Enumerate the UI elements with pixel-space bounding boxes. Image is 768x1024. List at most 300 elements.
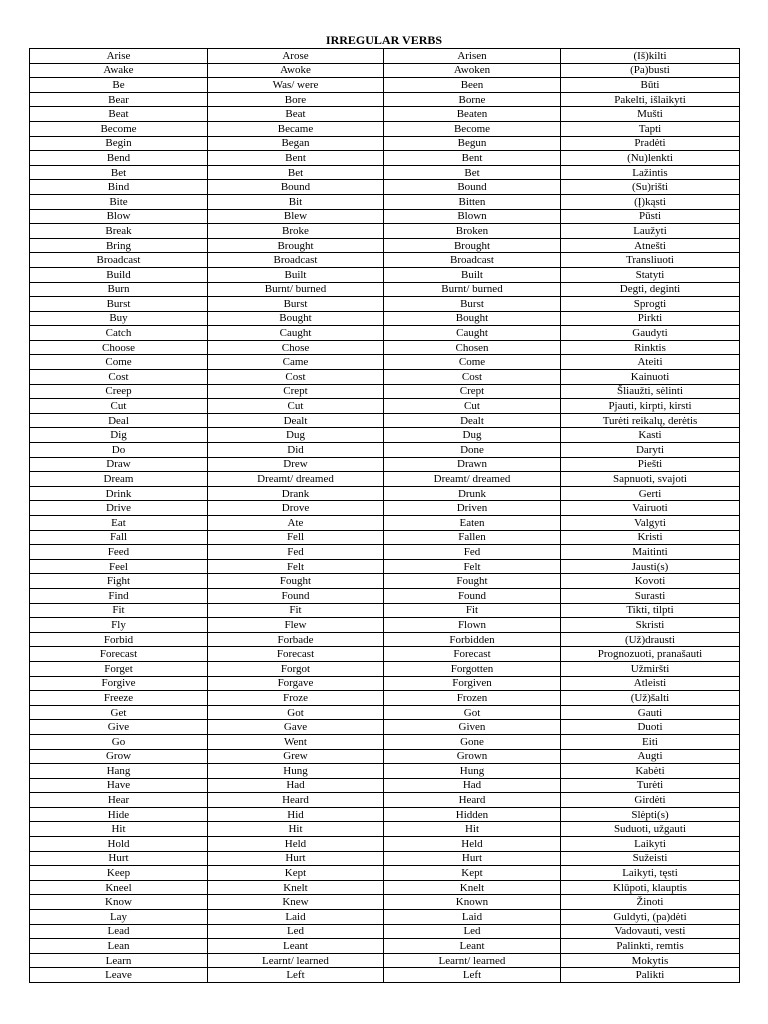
table-row	[30, 311, 740, 326]
translation-cell: Mokytis	[561, 953, 740, 968]
base-form-cell: Burn	[30, 282, 208, 297]
table-row	[30, 326, 740, 341]
translation-cell: Kristi	[561, 530, 740, 545]
translation-cell: Transliuoti	[561, 253, 740, 268]
translation-cell: Tikti, tilpti	[561, 603, 740, 618]
translation-cell: Degti, deginti	[561, 282, 740, 297]
past-simple-cell: Bent	[208, 151, 384, 166]
past-simple-cell: Dug	[208, 428, 384, 443]
base-form-cell: Begin	[30, 136, 208, 151]
past-simple-cell: Brought	[208, 238, 384, 253]
past-simple-cell: Found	[208, 588, 384, 603]
table-row	[30, 734, 740, 749]
base-form-cell: Cut	[30, 399, 208, 414]
table-row	[30, 691, 740, 706]
translation-cell: Palikti	[561, 968, 740, 983]
past-participle-cell: Done	[384, 443, 561, 458]
past-participle-cell: Bitten	[384, 194, 561, 209]
past-simple-cell: Came	[208, 355, 384, 370]
past-simple-cell: Cut	[208, 399, 384, 414]
translation-cell: Atleisti	[561, 676, 740, 691]
past-participle-cell: Caught	[384, 326, 561, 341]
past-participle-cell: Bought	[384, 311, 561, 326]
past-simple-cell: Bit	[208, 194, 384, 209]
past-participle-cell: Felt	[384, 559, 561, 574]
base-form-cell: Fit	[30, 603, 208, 618]
translation-cell: Kabėti	[561, 764, 740, 779]
past-participle-cell: Got	[384, 705, 561, 720]
table-row	[30, 63, 740, 78]
base-form-cell: Dream	[30, 472, 208, 487]
table-row	[30, 705, 740, 720]
base-form-cell: Choose	[30, 340, 208, 355]
past-simple-cell: Cost	[208, 370, 384, 385]
past-simple-cell: Broadcast	[208, 253, 384, 268]
past-simple-cell: Forgave	[208, 676, 384, 691]
past-participle-cell: Broadcast	[384, 253, 561, 268]
base-form-cell: Lead	[30, 924, 208, 939]
past-simple-cell: Hid	[208, 807, 384, 822]
past-participle-cell: Broken	[384, 224, 561, 239]
past-simple-cell: Dreamt/ dreamed	[208, 472, 384, 487]
table-row	[30, 822, 740, 837]
base-form-cell: Beat	[30, 107, 208, 122]
past-participle-cell: Crept	[384, 384, 561, 399]
translation-cell: Sprogti	[561, 297, 740, 312]
past-participle-cell: Flown	[384, 618, 561, 633]
past-simple-cell: Knew	[208, 895, 384, 910]
base-form-cell: Forbid	[30, 632, 208, 647]
past-simple-cell: Froze	[208, 691, 384, 706]
translation-cell: Piešti	[561, 457, 740, 472]
past-participle-cell: Known	[384, 895, 561, 910]
past-participle-cell: Kept	[384, 866, 561, 881]
past-participle-cell: Frozen	[384, 691, 561, 706]
base-form-cell: Catch	[30, 326, 208, 341]
past-simple-cell: Bore	[208, 92, 384, 107]
table-row	[30, 267, 740, 282]
past-participle-cell: Led	[384, 924, 561, 939]
past-simple-cell: Burst	[208, 297, 384, 312]
past-participle-cell: Fought	[384, 574, 561, 589]
past-participle-cell: Given	[384, 720, 561, 735]
past-simple-cell: Forbade	[208, 632, 384, 647]
table-row	[30, 647, 740, 662]
past-simple-cell: Kept	[208, 866, 384, 881]
past-participle-cell: Bent	[384, 151, 561, 166]
table-row	[30, 121, 740, 136]
past-participle-cell: Forgiven	[384, 676, 561, 691]
past-simple-cell: Felt	[208, 559, 384, 574]
translation-cell: Palinkti, remtis	[561, 939, 740, 954]
table-row	[30, 574, 740, 589]
past-participle-cell: Cost	[384, 370, 561, 385]
base-form-cell: Forgive	[30, 676, 208, 691]
translation-cell: Lažintis	[561, 165, 740, 180]
base-form-cell: Leave	[30, 968, 208, 983]
translation-cell: (Su)rišti	[561, 180, 740, 195]
base-form-cell: Hit	[30, 822, 208, 837]
table-row	[30, 282, 740, 297]
past-simple-cell: Fit	[208, 603, 384, 618]
past-participle-cell: Been	[384, 78, 561, 93]
past-simple-cell: Heard	[208, 793, 384, 808]
table-row	[30, 136, 740, 151]
table-row	[30, 501, 740, 516]
translation-cell: Pradėti	[561, 136, 740, 151]
translation-cell: Pjauti, kirpti, kirsti	[561, 399, 740, 414]
past-participle-cell: Arisen	[384, 49, 561, 64]
past-simple-cell: Forecast	[208, 647, 384, 662]
page-title: IRREGULAR VERBS	[325, 33, 443, 47]
base-form-cell: Fight	[30, 574, 208, 589]
past-simple-cell: Fell	[208, 530, 384, 545]
table-row	[30, 194, 740, 209]
past-participle-cell: Driven	[384, 501, 561, 516]
translation-cell: Statyti	[561, 267, 740, 282]
translation-cell: (Už)šalti	[561, 691, 740, 706]
past-simple-cell: Became	[208, 121, 384, 136]
table-row	[30, 370, 740, 385]
past-participle-cell: Brought	[384, 238, 561, 253]
translation-cell: (Iš)kilti	[561, 49, 740, 64]
base-form-cell: Deal	[30, 413, 208, 428]
past-participle-cell: Eaten	[384, 516, 561, 531]
base-form-cell: Bring	[30, 238, 208, 253]
table-row	[30, 618, 740, 633]
table-row	[30, 92, 740, 107]
translation-cell: (Nu)lenkti	[561, 151, 740, 166]
table-row	[30, 807, 740, 822]
past-simple-cell: Drank	[208, 486, 384, 501]
past-simple-cell: Went	[208, 734, 384, 749]
base-form-cell: Hear	[30, 793, 208, 808]
past-participle-cell: Left	[384, 968, 561, 983]
past-participle-cell: Forecast	[384, 647, 561, 662]
translation-cell: Guldyti, (pa)dėti	[561, 910, 740, 925]
base-form-cell: Fly	[30, 618, 208, 633]
past-participle-cell: Bet	[384, 165, 561, 180]
table-row	[30, 545, 740, 560]
translation-cell: Daryti	[561, 443, 740, 458]
past-participle-cell: Come	[384, 355, 561, 370]
base-form-cell: Drive	[30, 501, 208, 516]
base-form-cell: Awake	[30, 63, 208, 78]
past-participle-cell: Fallen	[384, 530, 561, 545]
table-row	[30, 238, 740, 253]
base-form-cell: Fall	[30, 530, 208, 545]
past-participle-cell: Fed	[384, 545, 561, 560]
past-simple-cell: Grew	[208, 749, 384, 764]
table-row	[30, 107, 740, 122]
base-form-cell: Bend	[30, 151, 208, 166]
past-participle-cell: Blown	[384, 209, 561, 224]
past-participle-cell: Held	[384, 837, 561, 852]
past-participle-cell: Hidden	[384, 807, 561, 822]
table-row	[30, 720, 740, 735]
translation-cell: Mušti	[561, 107, 740, 122]
translation-cell: Pirkti	[561, 311, 740, 326]
translation-cell: Sapnuoti, svajoti	[561, 472, 740, 487]
past-participle-cell: Hung	[384, 764, 561, 779]
base-form-cell: Give	[30, 720, 208, 735]
base-form-cell: Know	[30, 895, 208, 910]
past-participle-cell: Dreamt/ dreamed	[384, 472, 561, 487]
table-row	[30, 355, 740, 370]
past-participle-cell: Gone	[384, 734, 561, 749]
table-row	[30, 209, 740, 224]
base-form-cell: Get	[30, 705, 208, 720]
past-simple-cell: Bound	[208, 180, 384, 195]
base-form-cell: Hide	[30, 807, 208, 822]
base-form-cell: Bear	[30, 92, 208, 107]
base-form-cell: Burst	[30, 297, 208, 312]
past-simple-cell: Fed	[208, 545, 384, 560]
translation-cell: Augti	[561, 749, 740, 764]
base-form-cell: Bet	[30, 165, 208, 180]
table-row	[30, 939, 740, 954]
base-form-cell: Learn	[30, 953, 208, 968]
base-form-cell: Feed	[30, 545, 208, 560]
base-form-cell: Build	[30, 267, 208, 282]
past-participle-cell: Forbidden	[384, 632, 561, 647]
table-row	[30, 910, 740, 925]
base-form-cell: Buy	[30, 311, 208, 326]
base-form-cell: Do	[30, 443, 208, 458]
table-row	[30, 603, 740, 618]
base-form-cell: Hang	[30, 764, 208, 779]
past-participle-cell: Burst	[384, 297, 561, 312]
past-participle-cell: Found	[384, 588, 561, 603]
past-simple-cell: Dealt	[208, 413, 384, 428]
base-form-cell: Break	[30, 224, 208, 239]
translation-cell: Tapti	[561, 121, 740, 136]
base-form-cell: Dig	[30, 428, 208, 443]
past-simple-cell: Had	[208, 778, 384, 793]
base-form-cell: Feel	[30, 559, 208, 574]
past-participle-cell: Become	[384, 121, 561, 136]
past-simple-cell: Gave	[208, 720, 384, 735]
translation-cell: Surasti	[561, 588, 740, 603]
past-simple-cell: Learnt/ learned	[208, 953, 384, 968]
translation-cell: Prognozuoti, pranašauti	[561, 647, 740, 662]
past-simple-cell: Built	[208, 267, 384, 282]
translation-cell: Pūsti	[561, 209, 740, 224]
table-row	[30, 428, 740, 443]
past-participle-cell: Awoken	[384, 63, 561, 78]
translation-cell: Maitinti	[561, 545, 740, 560]
past-simple-cell: Bought	[208, 311, 384, 326]
translation-cell: Suduoti, užgauti	[561, 822, 740, 837]
base-form-cell: Lay	[30, 910, 208, 925]
past-simple-cell: Awoke	[208, 63, 384, 78]
base-form-cell: Become	[30, 121, 208, 136]
base-form-cell: Creep	[30, 384, 208, 399]
table-row	[30, 837, 740, 852]
past-simple-cell: Fought	[208, 574, 384, 589]
translation-cell: Laužyti	[561, 224, 740, 239]
translation-cell: Kainuoti	[561, 370, 740, 385]
base-form-cell: Bite	[30, 194, 208, 209]
table-row	[30, 851, 740, 866]
translation-cell: (Pa)busti	[561, 63, 740, 78]
base-form-cell: Draw	[30, 457, 208, 472]
past-participle-cell: Knelt	[384, 880, 561, 895]
table-row	[30, 895, 740, 910]
past-participle-cell: Dealt	[384, 413, 561, 428]
past-simple-cell: Knelt	[208, 880, 384, 895]
translation-cell: Slėpti(s)	[561, 807, 740, 822]
table-row	[30, 443, 740, 458]
translation-cell: (Į)kąsti	[561, 194, 740, 209]
base-form-cell: Forecast	[30, 647, 208, 662]
past-simple-cell: Leant	[208, 939, 384, 954]
translation-cell: Sužeisti	[561, 851, 740, 866]
irregular-verbs-table	[29, 48, 740, 983]
base-form-cell: Cost	[30, 370, 208, 385]
base-form-cell: Eat	[30, 516, 208, 531]
translation-cell: Kasti	[561, 428, 740, 443]
table-row	[30, 676, 740, 691]
base-form-cell: Hold	[30, 837, 208, 852]
past-simple-cell: Hit	[208, 822, 384, 837]
table-row	[30, 632, 740, 647]
translation-cell: Gauti	[561, 705, 740, 720]
past-simple-cell: Laid	[208, 910, 384, 925]
base-form-cell: Drink	[30, 486, 208, 501]
translation-cell: Duoti	[561, 720, 740, 735]
base-form-cell: Lean	[30, 939, 208, 954]
past-simple-cell: Got	[208, 705, 384, 720]
table-row	[30, 530, 740, 545]
past-participle-cell: Heard	[384, 793, 561, 808]
past-simple-cell: Blew	[208, 209, 384, 224]
past-participle-cell: Cut	[384, 399, 561, 414]
past-simple-cell: Forgot	[208, 661, 384, 676]
past-simple-cell: Began	[208, 136, 384, 151]
past-participle-cell: Had	[384, 778, 561, 793]
table-row	[30, 793, 740, 808]
translation-cell: Turėti	[561, 778, 740, 793]
translation-cell: Rinktis	[561, 340, 740, 355]
translation-cell: (Už)drausti	[561, 632, 740, 647]
past-participle-cell: Built	[384, 267, 561, 282]
table-row	[30, 297, 740, 312]
table-row	[30, 924, 740, 939]
translation-cell: Būti	[561, 78, 740, 93]
past-participle-cell: Drawn	[384, 457, 561, 472]
base-form-cell: Be	[30, 78, 208, 93]
past-participle-cell: Begun	[384, 136, 561, 151]
past-simple-cell: Did	[208, 443, 384, 458]
table-row	[30, 384, 740, 399]
translation-cell: Valgyti	[561, 516, 740, 531]
past-participle-cell: Laid	[384, 910, 561, 925]
past-simple-cell: Left	[208, 968, 384, 983]
base-form-cell: Grow	[30, 749, 208, 764]
table-row	[30, 472, 740, 487]
past-participle-cell: Beaten	[384, 107, 561, 122]
translation-cell: Skristi	[561, 618, 740, 633]
translation-cell: Ateiti	[561, 355, 740, 370]
verb-table-body	[30, 49, 740, 983]
base-form-cell: Bind	[30, 180, 208, 195]
table-row	[30, 559, 740, 574]
table-row	[30, 78, 740, 93]
translation-cell: Laikyti	[561, 837, 740, 852]
base-form-cell: Blow	[30, 209, 208, 224]
table-row	[30, 457, 740, 472]
translation-cell: Gerti	[561, 486, 740, 501]
past-simple-cell: Bet	[208, 165, 384, 180]
translation-cell: Jausti(s)	[561, 559, 740, 574]
past-participle-cell: Hit	[384, 822, 561, 837]
base-form-cell: Go	[30, 734, 208, 749]
past-simple-cell: Ate	[208, 516, 384, 531]
translation-cell: Pakelti, išlaikyti	[561, 92, 740, 107]
translation-cell: Atnešti	[561, 238, 740, 253]
base-form-cell: Kneel	[30, 880, 208, 895]
base-form-cell: Arise	[30, 49, 208, 64]
past-participle-cell: Leant	[384, 939, 561, 954]
base-form-cell: Hurt	[30, 851, 208, 866]
table-row	[30, 399, 740, 414]
past-participle-cell: Fit	[384, 603, 561, 618]
past-participle-cell: Bound	[384, 180, 561, 195]
past-simple-cell: Flew	[208, 618, 384, 633]
table-row	[30, 49, 740, 64]
base-form-cell: Freeze	[30, 691, 208, 706]
table-row	[30, 224, 740, 239]
base-form-cell: Keep	[30, 866, 208, 881]
past-simple-cell: Hurt	[208, 851, 384, 866]
past-simple-cell: Caught	[208, 326, 384, 341]
past-participle-cell: Chosen	[384, 340, 561, 355]
table-row	[30, 764, 740, 779]
table-row	[30, 165, 740, 180]
base-form-cell: Have	[30, 778, 208, 793]
table-row	[30, 661, 740, 676]
translation-cell: Turėti reikalų, derėtis	[561, 413, 740, 428]
table-row	[30, 151, 740, 166]
past-simple-cell: Led	[208, 924, 384, 939]
table-row	[30, 486, 740, 501]
past-participle-cell: Drunk	[384, 486, 561, 501]
past-participle-cell: Hurt	[384, 851, 561, 866]
base-form-cell: Come	[30, 355, 208, 370]
table-row	[30, 866, 740, 881]
table-row	[30, 880, 740, 895]
translation-cell: Girdėti	[561, 793, 740, 808]
past-participle-cell: Learnt/ learned	[384, 953, 561, 968]
translation-cell: Kovoti	[561, 574, 740, 589]
translation-cell: Šliaužti, sėlinti	[561, 384, 740, 399]
translation-cell: Klūpoti, klauptis	[561, 880, 740, 895]
table-row	[30, 953, 740, 968]
past-simple-cell: Broke	[208, 224, 384, 239]
past-simple-cell: Held	[208, 837, 384, 852]
base-form-cell: Find	[30, 588, 208, 603]
translation-cell: Vairuoti	[561, 501, 740, 516]
past-simple-cell: Drove	[208, 501, 384, 516]
translation-cell: Žinoti	[561, 895, 740, 910]
base-form-cell: Forget	[30, 661, 208, 676]
table-row	[30, 588, 740, 603]
past-simple-cell: Was/ were	[208, 78, 384, 93]
past-participle-cell: Grown	[384, 749, 561, 764]
past-simple-cell: Crept	[208, 384, 384, 399]
translation-cell: Laikyti, tęsti	[561, 866, 740, 881]
